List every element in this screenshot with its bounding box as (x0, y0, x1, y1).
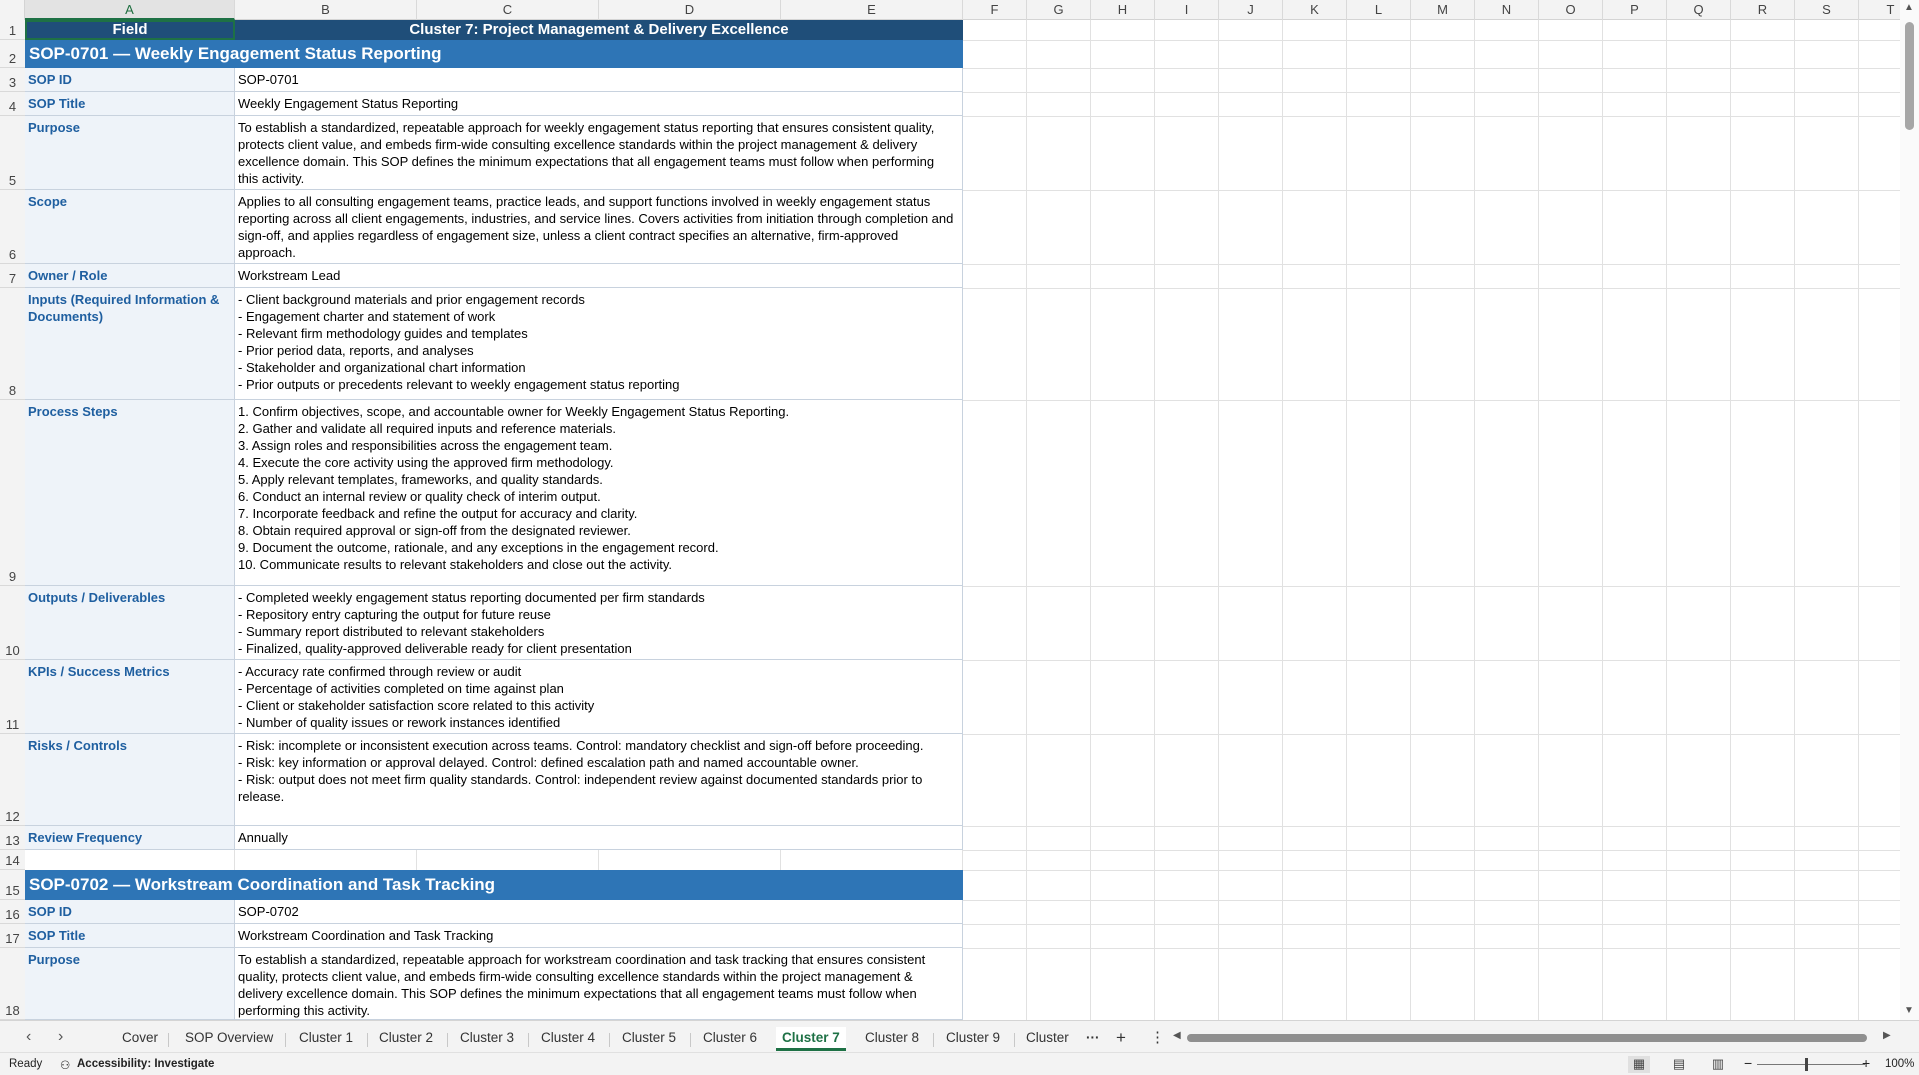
row-header-15[interactable]: 15 (0, 870, 25, 900)
column-headers (0, 0, 1900, 20)
field-value[interactable]: - Client background materials and prior engagement records - Engagement charter and statement of work - Relevant firm methodology guides and templates - Prior period data, reports, and analyses - Stakeholder and organizational chart information - Prior outputs or precedents relevant to weekly engagement status reporting (235, 288, 963, 400)
row-header-10[interactable]: 10 (0, 586, 25, 660)
tab-cluster-2[interactable]: Cluster 2 (379, 1030, 434, 1045)
page-layout-view-icon[interactable]: ▤ (1672, 1056, 1686, 1071)
tab-divider (367, 1033, 368, 1047)
column-header-n[interactable]: N (1475, 0, 1539, 20)
column-header-l[interactable]: L (1347, 0, 1411, 20)
field-value[interactable]: Workstream Lead (235, 264, 963, 288)
field-label[interactable]: SOP Title (25, 92, 235, 116)
field-label[interactable]: Process Steps (25, 400, 235, 586)
field-value[interactable]: To establish a standardized, repeatable approach for weekly engagement status reporting that ensures consistent quality, protects client value, and embeds firm-wide consulting excellence standards within the project management & delivery excellence domain. This SOP defines the minimum expectations that all engagement teams must follow when performing this activity. (235, 116, 963, 190)
field-value[interactable]: SOP-0702 (235, 900, 963, 924)
column-header-s[interactable]: S (1795, 0, 1859, 20)
tab-cover[interactable]: Cover (122, 1030, 159, 1045)
tab-cluster-8[interactable]: Cluster 8 (865, 1030, 920, 1045)
column-header-i[interactable]: I (1155, 0, 1219, 20)
column-header-m[interactable]: M (1411, 0, 1475, 20)
row-header-7[interactable]: 7 (0, 264, 25, 288)
more-tabs-icon[interactable]: ··· (1086, 1030, 1100, 1045)
column-header-a[interactable]: A (25, 0, 235, 20)
row-header-5[interactable]: 5 (0, 116, 25, 190)
sop-band-0701[interactable]: SOP-0701 — Weekly Engagement Status Reporting (25, 40, 963, 68)
tab-divider (285, 1033, 286, 1047)
prev-sheet-icon[interactable]: ‹ (26, 1028, 32, 1045)
column-header-d[interactable]: D (599, 0, 781, 20)
grid-line (962, 68, 1900, 69)
grid-line (962, 92, 1900, 93)
tab-cluster-9[interactable]: Cluster 9 (946, 1030, 1001, 1045)
row-header-11[interactable]: 11 (0, 660, 25, 734)
tab-cluster-4[interactable]: Cluster 4 (541, 1030, 596, 1045)
status-bar (0, 1052, 1919, 1075)
grid-line (962, 190, 1900, 191)
scroll-down-icon[interactable]: ▼ (1904, 1005, 1914, 1016)
tab-divider (933, 1033, 934, 1047)
tab-divider (168, 1033, 169, 1047)
column-header-e[interactable]: E (781, 0, 963, 20)
scroll-up-icon[interactable]: ▲ (1904, 2, 1914, 13)
field-label[interactable]: Outputs / Deliverables (25, 586, 235, 660)
field-value[interactable]: - Risk: incomplete or inconsistent execution across teams. Control: mandatory checklist and sign-off before proceeding. - Risk: key information or approval delayed. Control: defined escalation path and named accountable owner. - Risk: output does not meet firm quality standards. Control: independent review against documented standards prior to release. (235, 734, 963, 826)
tab-divider (1014, 1033, 1015, 1047)
grid-line (962, 400, 1900, 401)
status-ready: Ready (9, 1058, 43, 1070)
field-value[interactable]: Weekly Engagement Status Reporting (235, 92, 963, 116)
zoom-in-icon[interactable]: + (1862, 1055, 1871, 1071)
column-header-r[interactable]: R (1731, 0, 1795, 20)
row-header-6[interactable]: 6 (0, 190, 25, 264)
empty-cell[interactable] (417, 850, 599, 870)
column-header-p[interactable]: P (1603, 0, 1667, 20)
column-header-g[interactable]: G (1027, 0, 1091, 20)
empty-cell[interactable] (599, 850, 781, 870)
row-header-18[interactable]: 18 (0, 948, 25, 1020)
tab-cluster-truncated[interactable]: Cluster (1026, 1030, 1069, 1045)
tab-divider (690, 1033, 691, 1047)
column-header-c[interactable]: C (417, 0, 599, 20)
field-label[interactable]: Purpose (25, 116, 235, 190)
grid-line (962, 850, 1900, 851)
accessibility-icon[interactable]: ⚇ (60, 1060, 71, 1072)
field-value[interactable]: Annually (235, 826, 963, 850)
sop-band-0702[interactable]: SOP-0702 — Workstream Coordination and Task Tracking (25, 870, 963, 900)
header-field-cell[interactable]: Field (25, 20, 235, 40)
tab-cluster-3[interactable]: Cluster 3 (460, 1030, 515, 1045)
tab-divider (528, 1033, 529, 1047)
field-value[interactable]: Workstream Coordination and Task Tracking (235, 924, 963, 948)
grid-line (962, 288, 1900, 289)
field-label[interactable]: SOP ID (25, 68, 235, 92)
add-sheet-icon[interactable]: + (1116, 1028, 1126, 1047)
column-header-j[interactable]: J (1219, 0, 1283, 20)
grid-line (962, 734, 1900, 735)
sheet-tab-bar (0, 1020, 1919, 1052)
grid-line (962, 870, 1900, 871)
tab-cluster-6[interactable]: Cluster 6 (703, 1030, 758, 1045)
row-header-1[interactable]: 1 (0, 20, 25, 40)
sheet-title-cell[interactable]: Cluster 7: Project Management & Delivery Excellence (235, 20, 963, 40)
row-header-14[interactable]: 14 (0, 850, 25, 870)
field-label[interactable]: Risks / Controls (25, 734, 235, 826)
hscroll-left-icon[interactable]: ◀ (1173, 1030, 1181, 1041)
field-label[interactable]: Inputs (Required Information & Documents) (25, 288, 235, 400)
row-header-3[interactable]: 3 (0, 68, 25, 92)
field-value[interactable]: - Completed weekly engagement status reporting documented per firm standards - Repository entry capturing the output for future reuse - Summary report distributed to relevant stakeholders - Finalized, quality-approved deliverable ready for client presentation (235, 586, 963, 660)
field-value[interactable]: To establish a standardized, repeatable approach for workstream coordination and task tracking that ensures consistent quality, protects client value, and embeds firm-wide consulting excellence standards within the project management & delivery excellence domain. This SOP defines the minimum expectations that all engagement teams must follow when performing this activity. (235, 948, 963, 1020)
field-label[interactable]: KPIs / Success Metrics (25, 660, 235, 734)
field-value[interactable]: SOP-0701 (235, 68, 963, 92)
column-header-f[interactable]: F (963, 0, 1027, 20)
grid-line (962, 586, 1900, 587)
empty-cell[interactable] (781, 850, 963, 870)
field-label[interactable]: Scope (25, 190, 235, 264)
row-header-8[interactable]: 8 (0, 288, 25, 400)
row-header-13[interactable]: 13 (0, 826, 25, 850)
field-label[interactable]: Review Frequency (25, 826, 235, 850)
grid-line (962, 900, 1900, 901)
field-value[interactable]: Applies to all consulting engagement teams, practice leads, and support functions involved in weekly engagement status reporting across all client engagements, industries, and service lines. Covers activities from initiation through completion and sign-off, and applies regardless of engagement size, unless a client contract specifies an alternative, firm-approved approach. (235, 190, 963, 264)
vertical-scrollbar[interactable] (1900, 0, 1919, 1020)
zoom-slider-track[interactable] (1757, 1064, 1865, 1065)
field-label[interactable]: Purpose (25, 948, 235, 1020)
page-break-preview-icon[interactable]: ▥ (1711, 1056, 1725, 1071)
row-header-12[interactable]: 12 (0, 734, 25, 826)
column-header-k[interactable]: K (1283, 0, 1347, 20)
column-header-h[interactable]: H (1091, 0, 1155, 20)
grid-line (962, 116, 1900, 117)
horizontal-scrollbar[interactable] (1185, 1033, 1905, 1043)
field-label[interactable]: SOP Title (25, 924, 235, 948)
empty-cell[interactable] (235, 850, 417, 870)
zoom-slider-thumb[interactable] (1805, 1058, 1808, 1071)
column-header-b[interactable]: B (235, 0, 417, 20)
zoom-out-icon[interactable]: − (1744, 1055, 1753, 1071)
grid-line (962, 924, 1900, 925)
select-all-corner[interactable] (0, 0, 25, 20)
field-label[interactable]: Owner / Role (25, 264, 235, 288)
row-header-4[interactable]: 4 (0, 92, 25, 116)
vertical-scroll-thumb[interactable] (1905, 22, 1914, 130)
row-header-16[interactable]: 16 (0, 900, 25, 924)
tab-sop-overview[interactable]: SOP Overview (185, 1030, 274, 1045)
grid-line (962, 40, 1900, 41)
field-label[interactable]: SOP ID (25, 900, 235, 924)
next-sheet-icon[interactable]: › (58, 1028, 64, 1045)
column-header-t[interactable]: T (1859, 0, 1900, 20)
field-value[interactable]: - Accuracy rate confirmed through review or audit - Percentage of activities completed on time against plan - Client or stakeholder satisfaction score related to this activity - Number of quality issues or rework instances identified (235, 660, 963, 734)
zoom-level[interactable]: 100% (1885, 1058, 1915, 1070)
hscroll-right-icon[interactable]: ▶ (1883, 1030, 1891, 1041)
grid-line (962, 826, 1900, 827)
tab-divider (447, 1033, 448, 1047)
tab-divider (609, 1033, 610, 1047)
field-value[interactable]: 1. Confirm objectives, scope, and accountable owner for Weekly Engagement Status Reporting. 2. Gather and validate all required inputs and reference materials. 3. Assign roles and responsibilities across the engagement team. 4. Execute the core activity using the approved firm methodology. 5. Apply relevant templates, frameworks, and quality standards. 6. Conduct an internal review or quality check of interim output. 7. Incorporate feedback and refine the output for accuracy and clarity. 8. Obtain required approval or sign-off from the designated reviewer. 9. Document the outcome, rationale, and any exceptions in the engagement record. 10. Communicate results to relevant stakeholders and close out the activity. (235, 400, 963, 586)
grid-line (962, 948, 1900, 949)
row-header-2[interactable]: 2 (0, 40, 25, 68)
horizontal-scroll-thumb[interactable] (1187, 1034, 1867, 1042)
tab-cluster-7[interactable]: Cluster 7 (776, 1027, 846, 1051)
tab-cluster-1[interactable]: Cluster 1 (299, 1030, 354, 1045)
normal-view-icon[interactable]: ▦ (1628, 1056, 1650, 1073)
row-header-9[interactable]: 9 (0, 400, 25, 586)
row-header-17[interactable]: 17 (0, 924, 25, 948)
column-header-o[interactable]: O (1539, 0, 1603, 20)
grid-line (962, 264, 1900, 265)
sheet-options-icon[interactable]: ⋮ (1150, 1029, 1165, 1046)
empty-cell[interactable] (25, 850, 235, 870)
accessibility-status[interactable]: Accessibility: Investigate (77, 1058, 215, 1070)
grid-line (962, 660, 1900, 661)
tab-cluster-5[interactable]: Cluster 5 (622, 1030, 677, 1045)
column-header-q[interactable]: Q (1667, 0, 1731, 20)
